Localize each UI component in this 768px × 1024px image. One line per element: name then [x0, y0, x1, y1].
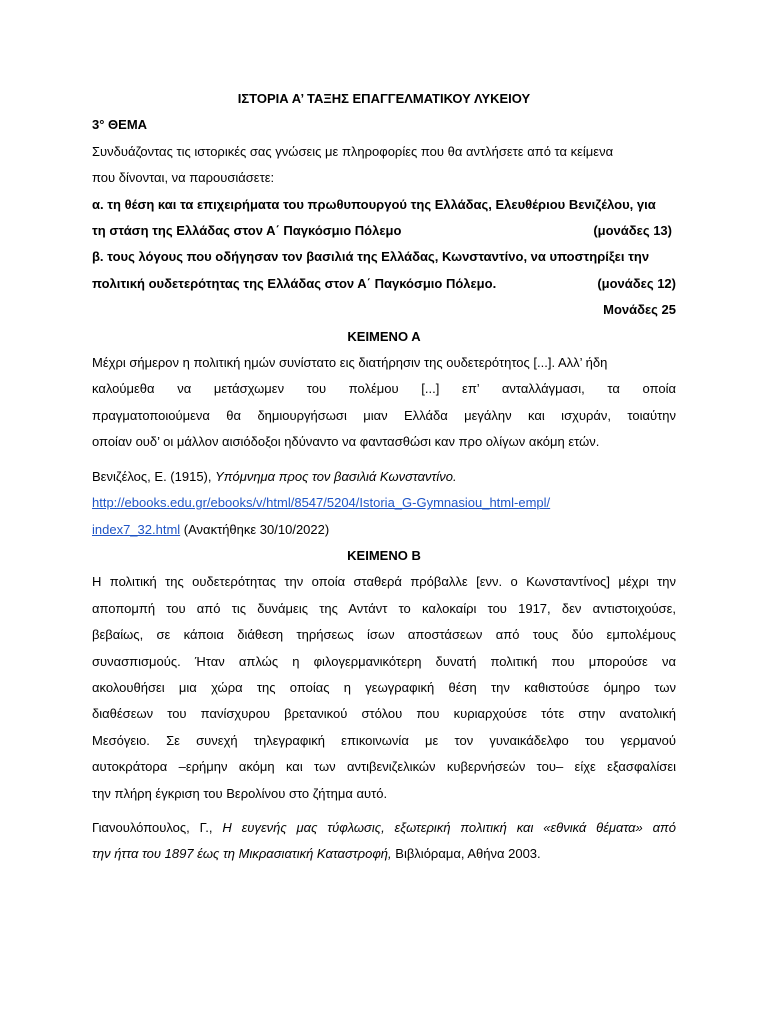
text-b-line: αποπομπή του από τις δυνάμεις της Αντάντ το καλοκαίρι του 1917, δεν αντιστοιχούσε, — [92, 600, 676, 616]
question-a-line: τη στάση της Ελλάδας στον Α΄ Παγκόσμιο Πόλεμο — [92, 223, 402, 239]
text-a-line: Μέχρι σήμερον η πολιτική ημών συνίστατο εις διατήρησιν της ουδετερότητος [...]. Αλλ’ ήδη — [92, 355, 608, 371]
text-a-heading: ΚΕΙΜΕΝΟ Α — [347, 328, 421, 344]
text-b-line: Η πολιτική της ουδετερότητας την οποία σταθερά πρόβαλλε [ενν. ο Κωνσταντίνος] μέχρι την — [92, 574, 676, 590]
total-points: Μονάδες 25 — [603, 302, 676, 318]
text-b-line: διαθέσεων του πανίσχυρου βρετανικού στόλου που κυριαρχούσε τότε στην ανατολική — [92, 706, 676, 722]
page-title: ΙΣΤΟΡΙΑ Α’ ΤΑΞΗΣ ΕΠΑΓΓΕΛΜΑΤΙΚΟΥ ΛΥΚΕΙΟΥ — [237, 91, 531, 106]
text-b-line: Μεσόγειο. Σε συνεχή τηλεγραφική επικοινωνία με τον γυναικάδελφο του γερμανού — [92, 732, 676, 748]
source-a-author: Βενιζέλος, Ε. (1915), — [92, 468, 216, 484]
intro-line: Συνδυάζοντας τις ιστορικές σας γνώσεις με πληροφορίες που θα αντλήσετε από τα κείμενα — [92, 143, 614, 159]
source-b-author: Γιανουλόπουλος, Γ., — [92, 819, 223, 835]
source-a-retrieved: (Ανακτήθηκε 30/10/2022) — [180, 521, 330, 537]
source-b-publisher: Βιβλιόραμα, Αθήνα 2003. — [391, 846, 541, 862]
text-b-line: την πλήρη έγκριση του Βερολίνου στο ζήτημα αυτό. — [92, 785, 388, 801]
question-a-line: α. τη θέση και τα επιχειρήματα του πρωθυπουργού της Ελλάδας, Ελευθέριου Βενιζέλου, για — [92, 196, 656, 212]
source-a-link[interactable]: http://ebooks.edu.gr/ebooks/v/html/8547/5204/Istoria_G-Gymnasiou_html-empl/ — [92, 495, 551, 511]
text-a-line: οποίαν ουδ’ οι μάλλον αισιόδοξοι ηδύναντο να φαντασθώσι καν προ ολίγων ακόμη ετών. — [92, 434, 600, 450]
source-b-title: Η ευγενής μας τύφλωσις, εξωτερική πολιτική και «εθνικά θέματα» από — [222, 819, 676, 835]
text-b-line: ακολουθήσει μια χώρα της οποίας η γεωγραφική θέση την καθιστούσε όμηρο των — [92, 679, 676, 695]
question-b-points: (μονάδες 12) — [597, 275, 676, 291]
question-a-points: (μονάδες 13) — [593, 223, 672, 239]
question-b-row — [92, 271, 676, 297]
intro-line: που δίνονται, να παρουσιάσετε: — [92, 170, 275, 186]
document-body — [92, 86, 676, 868]
text-b-line: βεβαίως, σε κάποια διάθεση τηρήσεως ίσων αποστάσεων από τους δύο εμπολέμους — [92, 627, 676, 643]
text-a-line: καλούμεθα να μετάσχωμεν του πολέμου [...] επ’ ανταλλάγμασι, τα οποία — [92, 381, 676, 397]
question-b-line: πολιτική ουδετερότητας της Ελλάδας στον Α΄ Παγκόσμιο Πόλεμο. — [92, 275, 497, 291]
text-b-line: συνασπισμούς. Ήταν απλώς η φιλογερμανικότερη δυνατή πολιτική που μπορούσε να — [92, 653, 676, 669]
text-a-line: πραγματοποιούμενα θα δημιουργήσωσι μιαν Ελλάδα μεγάλην και ισχυράν, τοιαύτην — [92, 407, 676, 423]
question-a-row — [92, 218, 676, 244]
source-a-link-row — [92, 490, 676, 516]
source-b-citation — [92, 815, 676, 841]
source-a-title: Υπόμνημα προς τον βασιλιά Κωνσταντίνο. — [215, 468, 457, 484]
question-b-line: β. τους λόγους που οδήγησαν τον βασιλιά της Ελλάδας, Κωνσταντίνο, να υποστηρίξει την — [92, 249, 650, 265]
source-b-title: την ήττα του 1897 έως τη Μικρασιατική Καταστροφή, — [92, 846, 392, 862]
theme-label: 3° ΘΕΜΑ — [92, 117, 148, 133]
text-b-heading: ΚΕΙΜΕΝΟ Β — [347, 547, 421, 563]
source-a-citation — [92, 464, 676, 490]
text-a-body — [92, 350, 676, 456]
source-a-link-row — [92, 517, 676, 543]
text-b-line: αυτοκράτορα –ερήμην ακόμη και των αντιβενιζελικών κυβερνήσεών του– είχε εξασφαλίσει — [92, 759, 676, 775]
source-a-link[interactable]: index7_32.html — [92, 521, 181, 537]
source-b-citation-cont — [92, 841, 676, 867]
text-b-body — [92, 569, 676, 807]
